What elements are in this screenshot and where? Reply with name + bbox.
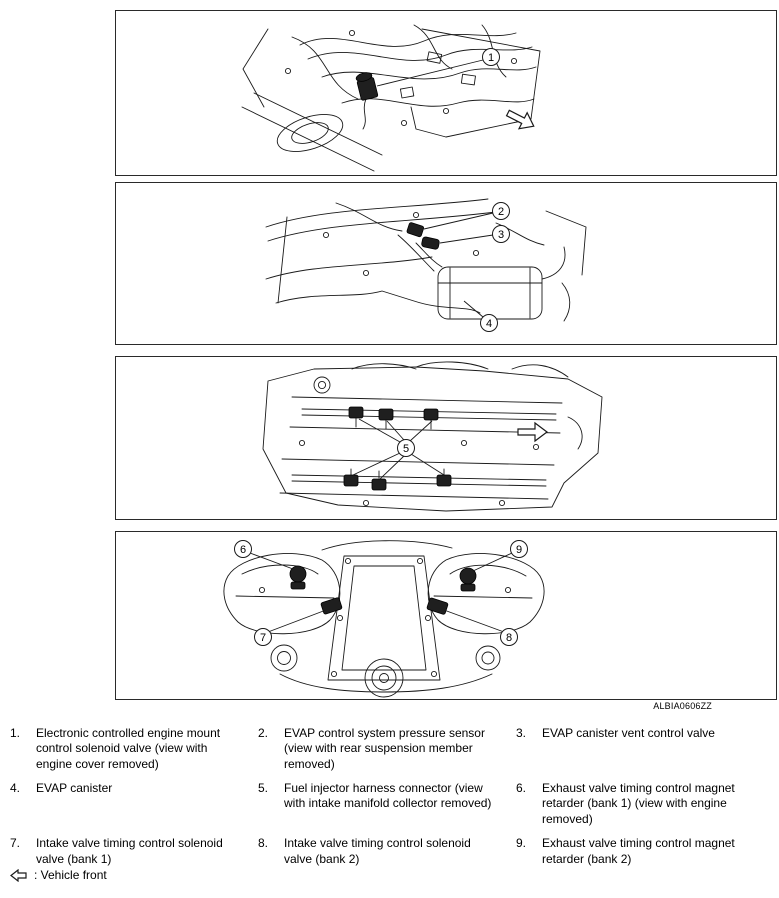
vehicle-front-label: : Vehicle front	[34, 868, 107, 882]
callout-5	[398, 440, 415, 457]
panel-engine-front-view	[115, 531, 777, 700]
legend-item-1-number: 1.	[10, 726, 21, 740]
exhaust-vtc-magnet-retarder-bank1	[290, 566, 306, 589]
legend-item-5-number: 5.	[258, 781, 269, 796]
intake-vtc-solenoid-bank2	[427, 598, 449, 615]
callout-7-number: 7	[259, 632, 267, 644]
legend-item-8-number: 8.	[258, 836, 269, 851]
arrow-right-icon	[518, 423, 547, 441]
callout-9	[511, 541, 528, 558]
evap-canister-vent-control-valve	[421, 236, 440, 249]
engine-mount-control-solenoid-valve	[355, 71, 378, 100]
legend-item-7	[10, 836, 258, 867]
legend-item-4-text: EVAP canister	[36, 781, 113, 796]
callout-9-number: 9	[515, 544, 523, 556]
panel-engine-top-view	[115, 356, 777, 520]
legend-item-1	[10, 726, 258, 772]
legend-item-2-number: 2.	[258, 726, 269, 740]
legend-item-3-text: EVAP canister vent control valve	[542, 726, 715, 740]
legend-item-9	[516, 836, 773, 867]
callout-3	[493, 226, 510, 243]
legend-item-2-text: EVAP control system pressure sensor (view with rear suspension member removed)	[284, 726, 485, 771]
vehicle-front-arrow-icon	[10, 869, 27, 882]
callout-1	[483, 49, 500, 66]
arrow-down-right-icon	[504, 105, 538, 134]
evap-pressure-sensor	[406, 222, 424, 237]
legend	[10, 726, 773, 867]
legend-item-6-text: Exhaust valve timing control magnet retarder (bank 1) (view with engine removed)	[542, 781, 735, 826]
legend-item-8	[258, 836, 516, 867]
legend-item-4-number: 4.	[10, 781, 21, 796]
intake-vtc-solenoid-bank1	[321, 597, 343, 614]
vehicle-front-note	[10, 868, 107, 882]
callout-3-number: 3	[497, 229, 505, 241]
callout-8	[501, 629, 518, 646]
legend-item-5	[258, 781, 516, 812]
callout-1-number: 1	[487, 52, 495, 64]
engine-front-illustration	[116, 532, 776, 699]
legend-item-4	[10, 781, 258, 796]
callout-4	[481, 315, 498, 332]
callout-5-number: 5	[402, 443, 410, 455]
rear-underbody-illustration	[116, 183, 776, 344]
callout-6	[235, 541, 252, 558]
panel-engine-bay-view	[115, 10, 777, 176]
panel-rear-underbody-view	[115, 182, 777, 345]
legend-item-6-number: 6.	[516, 781, 527, 796]
callout-7	[255, 629, 272, 646]
legend-item-3-number: 3.	[516, 726, 527, 740]
callout-4-number: 4	[485, 318, 493, 330]
legend-item-5-text: Fuel injector harness connector (view with intake manifold collector removed)	[284, 781, 492, 811]
legend-item-9-text: Exhaust valve timing control magnet retarder (bank 2)	[542, 836, 735, 866]
engine-top-illustration	[116, 357, 776, 519]
callout-8-number: 8	[505, 632, 513, 644]
callout-6-number: 6	[239, 544, 247, 556]
legend-item-7-text: Intake valve timing control solenoid valve (bank 1)	[36, 836, 223, 866]
legend-item-6	[516, 781, 773, 827]
callout-2	[493, 203, 510, 220]
legend-item-9-number: 9.	[516, 836, 527, 851]
legend-item-8-text: Intake valve timing control solenoid valve (bank 2)	[284, 836, 471, 866]
legend-item-3	[516, 726, 773, 741]
legend-item-1-text: Electronic controlled engine mount control solenoid valve (view with engine cover removed)	[36, 726, 221, 771]
figure-code: ALBIA0606ZZ	[653, 701, 712, 711]
legend-item-7-number: 7.	[10, 836, 21, 851]
callout-2-number: 2	[497, 206, 505, 218]
exhaust-vtc-magnet-retarder-bank2	[460, 568, 476, 591]
legend-item-2	[258, 726, 516, 772]
engine-bay-illustration	[116, 11, 776, 175]
